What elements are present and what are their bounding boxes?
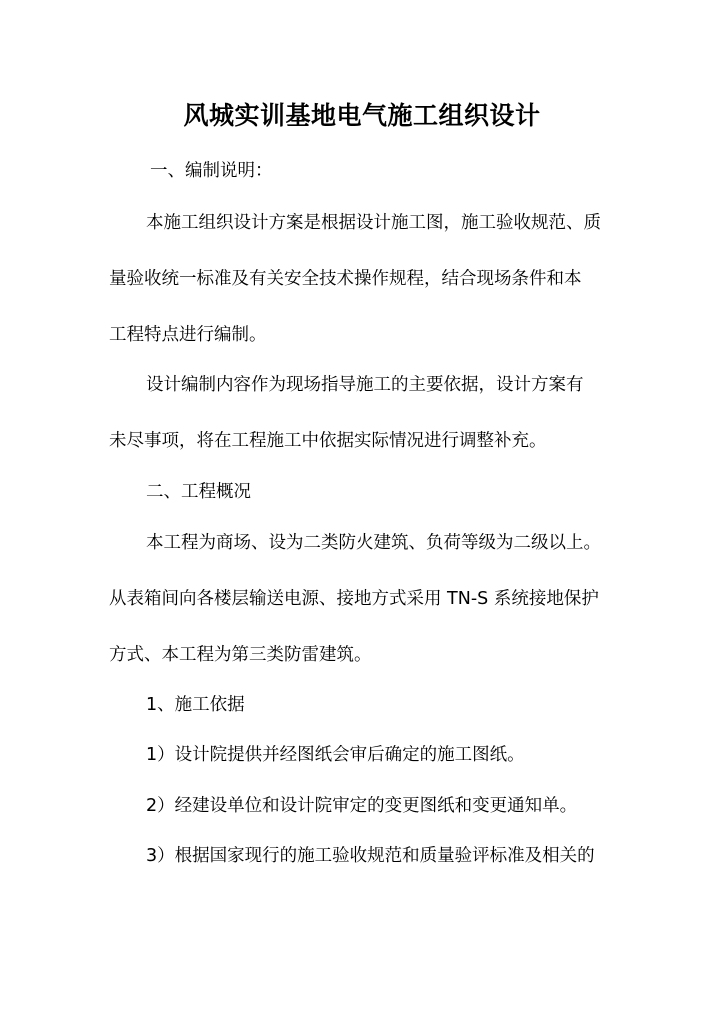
list-item: 1）设计院提供并经图纸会审后确定的施工图纸。: [146, 745, 525, 765]
paragraph-line: 量验收统一标准及有关安全技术操作规程，结合现场条件和本: [109, 269, 582, 289]
paragraph-line: 工程特点进行编制。: [109, 325, 267, 345]
section-heading-overview: 二、工程概况: [146, 482, 251, 502]
paragraph-line: 未尽事项，将在工程施工中依据实际情况进行调整补充。: [109, 431, 547, 451]
list-item: 3）根据国家现行的施工验收规范和质量验评标准及相关的: [146, 846, 595, 866]
page-title: 风城实训基地电气施工组织设计: [183, 101, 541, 130]
paragraph-line: 方式、本工程为第三类防雷建筑。: [109, 645, 372, 665]
subsection-heading-basis: 1、施工依据: [146, 695, 245, 715]
paragraph-line: 本施工组织设计方案是根据设计施工图，施工验收规范、质: [146, 213, 601, 233]
list-item: 2）经建设单位和设计院审定的变更图纸和变更通知单。: [146, 796, 578, 816]
paragraph-line: 从表箱间向各楼层输送电源、接地方式采用 TN-S 系统接地保护: [109, 589, 599, 609]
paragraph-line: 设计编制内容作为现场指导施工的主要依据，设计方案有: [146, 375, 584, 395]
paragraph-line: 本工程为商场、设为二类防火建筑、负荷等级为二级以上。: [146, 533, 601, 553]
section-heading-explanation: 一、编制说明：: [150, 161, 273, 181]
